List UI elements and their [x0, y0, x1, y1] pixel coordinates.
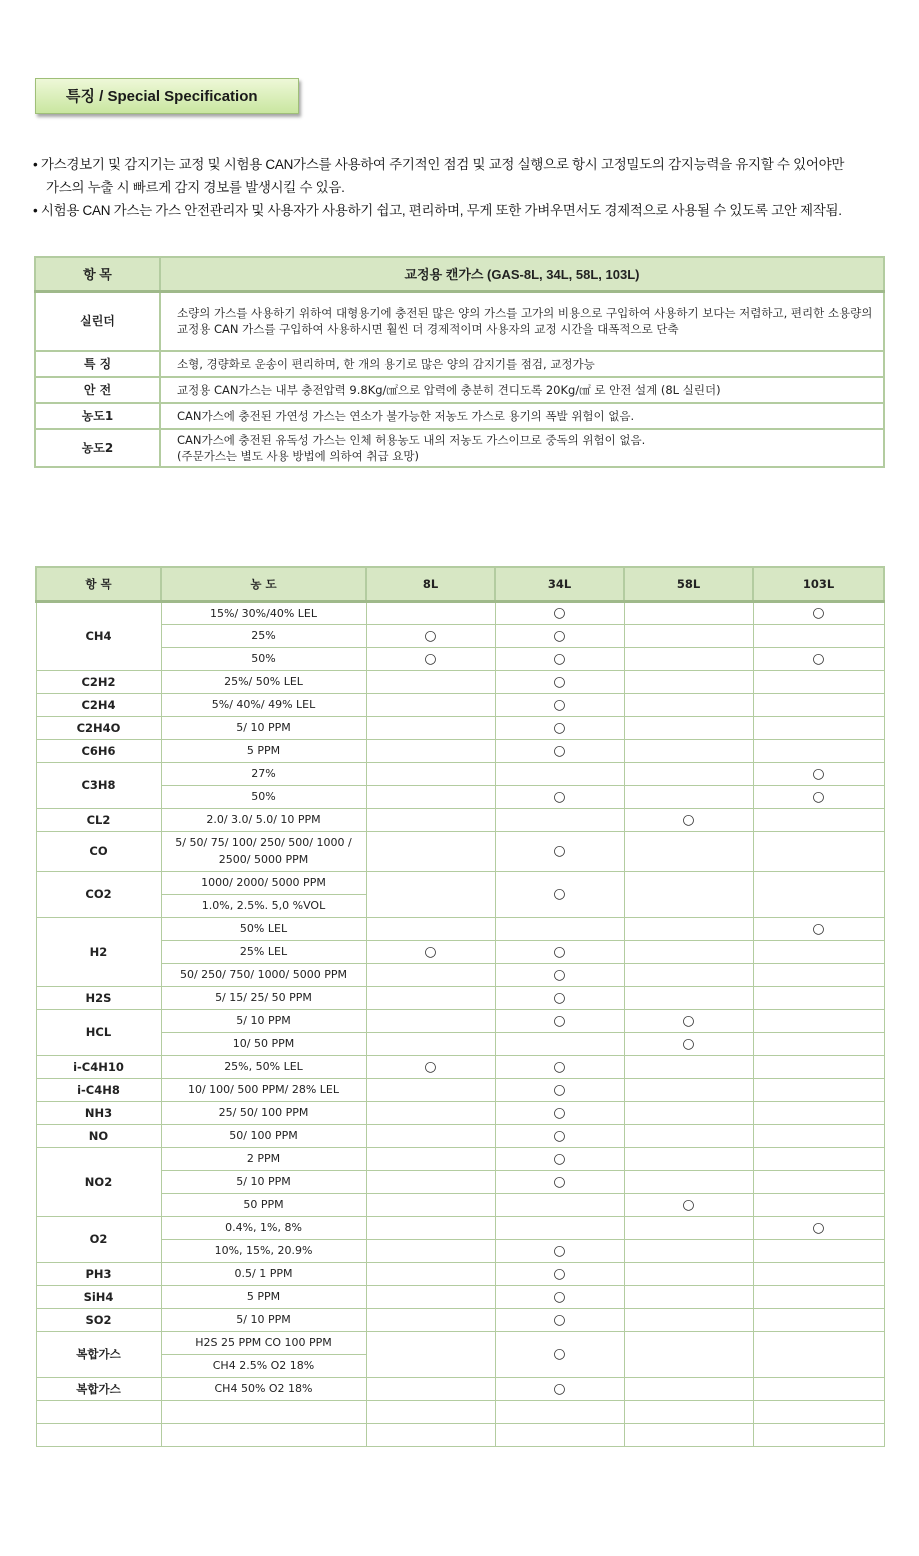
- gas-name: C6H6: [36, 739, 161, 762]
- concentration: 10/ 50 PPM: [161, 1032, 366, 1055]
- concentration: 0.4%, 1%, 8%: [161, 1216, 366, 1239]
- cell-58l: [624, 1055, 753, 1078]
- check-mark: ○: [495, 693, 624, 716]
- cell-58l: [624, 647, 753, 670]
- table-row: [36, 831, 884, 871]
- table-row: [36, 647, 884, 670]
- check-mark: ○: [753, 917, 884, 940]
- concentration: 25/ 50/ 100 PPM: [161, 1101, 366, 1124]
- table-row: [36, 1216, 884, 1239]
- cell-103l: [753, 1262, 884, 1285]
- spec-text-line: CAN가스에 충전된 유독성 가스는 인체 허용농도 내의 저농도 가스이므로 중독의 위험이 없음.: [177, 433, 646, 447]
- cell-58l: [624, 1262, 753, 1285]
- table-row: [36, 1009, 884, 1032]
- check-mark: ○: [495, 1147, 624, 1170]
- empty-row: [36, 1423, 884, 1446]
- check-mark: ○: [495, 1331, 624, 1377]
- header-8l: 8L: [366, 567, 495, 601]
- concentration: 5/ 10 PPM: [161, 1170, 366, 1193]
- cell-58l: [624, 831, 753, 871]
- cell-103l: [753, 831, 884, 871]
- spec-text: [160, 429, 884, 467]
- cell-103l: [753, 1078, 884, 1101]
- table-row: [36, 670, 884, 693]
- table-row: [36, 808, 884, 831]
- concentration: 50/ 100 PPM: [161, 1124, 366, 1147]
- concentration: 5/ 10 PPM: [161, 716, 366, 739]
- cell-8l: [366, 831, 495, 871]
- check-mark: ○: [753, 785, 884, 808]
- cell-8l: [366, 670, 495, 693]
- cell-58l: [624, 963, 753, 986]
- cell-8l: [366, 1170, 495, 1193]
- cell-8l: [366, 1124, 495, 1147]
- table-row: [36, 1147, 884, 1170]
- table-row: [36, 1239, 884, 1262]
- gas-name: i-C4H8: [36, 1078, 161, 1101]
- gas-name: PH3: [36, 1262, 161, 1285]
- concentration: 2 PPM: [161, 1147, 366, 1170]
- cell-103l: [753, 1147, 884, 1170]
- cell-8l: [366, 986, 495, 1009]
- cell-34l: [495, 1032, 624, 1055]
- spec-text: CAN가스에 충전된 가연성 가스는 연소가 불가능한 저농도 가스로 용기의 폭발 위험이 없음.: [160, 403, 884, 429]
- gas-name: CH4: [36, 601, 161, 670]
- table-row: [36, 693, 884, 716]
- check-mark: ○: [495, 986, 624, 1009]
- cell-103l: [753, 871, 884, 917]
- gas-name: HCL: [36, 1009, 161, 1055]
- gas-name: C2H4O: [36, 716, 161, 739]
- cell-103l: [753, 1377, 884, 1400]
- cell-58l: [624, 1377, 753, 1400]
- check-mark: ○: [495, 1009, 624, 1032]
- cell-8l: [366, 716, 495, 739]
- cell-103l: [753, 716, 884, 739]
- concentration: 15%/ 30%/40% LEL: [161, 601, 366, 624]
- spec-row-feature: [35, 351, 884, 377]
- gas-name: NO: [36, 1124, 161, 1147]
- check-mark: ○: [495, 601, 624, 624]
- cell-8l: [366, 808, 495, 831]
- cell-103l: [753, 693, 884, 716]
- table-row: [36, 785, 884, 808]
- gas-name: SiH4: [36, 1285, 161, 1308]
- concentration: 1000/ 2000/ 5000 PPM: [161, 871, 366, 894]
- table-row: [36, 963, 884, 986]
- empty-cell: [495, 1400, 624, 1423]
- concentration: 25%: [161, 624, 366, 647]
- cell-8l: [366, 601, 495, 624]
- gas-name: H2S: [36, 986, 161, 1009]
- cell-103l: [753, 1032, 884, 1055]
- cell-103l: [753, 1239, 884, 1262]
- concentration-line: 5/ 50/ 75/ 100/ 250/ 500/ 1000 /: [175, 836, 352, 849]
- table-row: [36, 1285, 884, 1308]
- check-mark: ○: [624, 1032, 753, 1055]
- cell-58l: [624, 716, 753, 739]
- cell-58l: [624, 1101, 753, 1124]
- spec-text: 교정용 CAN가스는 내부 충전압력 9.8Kg/㎠으로 압력에 충분히 견디도록 20Kg/㎠ 로 안전 설계 (8L 실린더): [160, 377, 884, 403]
- check-mark: ○: [495, 1124, 624, 1147]
- spec-header-item: 항 목: [35, 257, 160, 291]
- cell-58l: [624, 871, 753, 917]
- concentration: 50%: [161, 647, 366, 670]
- check-mark: ○: [753, 601, 884, 624]
- concentration: 5 PPM: [161, 1285, 366, 1308]
- gas-name: NH3: [36, 1101, 161, 1124]
- table-row: [36, 762, 884, 785]
- table-row: [36, 1377, 884, 1400]
- cell-58l: [624, 1170, 753, 1193]
- empty-row: [36, 1400, 884, 1423]
- cell-58l: [624, 986, 753, 1009]
- cell-34l: [495, 917, 624, 940]
- cell-58l: [624, 739, 753, 762]
- table-row: [36, 1078, 884, 1101]
- gas-name: SO2: [36, 1308, 161, 1331]
- spec-row-conc1: [35, 403, 884, 429]
- header-item: 항 목: [36, 567, 161, 601]
- cell-103l: [753, 670, 884, 693]
- intro-text: [33, 153, 903, 222]
- table-row: [36, 1193, 884, 1216]
- table-row: [36, 1331, 884, 1354]
- cell-58l: [624, 1331, 753, 1377]
- cell-58l: [624, 1308, 753, 1331]
- concentration: 2.0/ 3.0/ 5.0/ 10 PPM: [161, 808, 366, 831]
- table-row: [36, 601, 884, 624]
- check-mark: ○: [624, 808, 753, 831]
- cell-103l: [753, 963, 884, 986]
- cell-58l: [624, 1147, 753, 1170]
- cell-8l: [366, 739, 495, 762]
- table-row: [36, 986, 884, 1009]
- check-mark: ○: [495, 963, 624, 986]
- cell-8l: [366, 1101, 495, 1124]
- check-mark: ○: [495, 1239, 624, 1262]
- concentration: 25%, 50% LEL: [161, 1055, 366, 1078]
- concentration: 5/ 10 PPM: [161, 1308, 366, 1331]
- cell-58l: [624, 693, 753, 716]
- gas-name: O2: [36, 1216, 161, 1262]
- concentration: 5/ 15/ 25/ 50 PPM: [161, 986, 366, 1009]
- empty-cell: [36, 1423, 161, 1446]
- gas-name: CL2: [36, 808, 161, 831]
- concentration: 25% LEL: [161, 940, 366, 963]
- cell-8l: [366, 762, 495, 785]
- check-mark: ○: [495, 1170, 624, 1193]
- concentration: [161, 831, 366, 871]
- cell-58l: [624, 624, 753, 647]
- check-mark: ○: [495, 647, 624, 670]
- empty-cell: [161, 1423, 366, 1446]
- gas-name: C3H8: [36, 762, 161, 808]
- cell-103l: [753, 1308, 884, 1331]
- cell-103l: [753, 986, 884, 1009]
- check-mark: ○: [753, 762, 884, 785]
- cell-8l: [366, 1078, 495, 1101]
- cell-8l: [366, 1239, 495, 1262]
- concentration-line: 2500/ 5000 PPM: [218, 853, 309, 866]
- check-mark: ○: [366, 940, 495, 963]
- check-mark: ○: [495, 1308, 624, 1331]
- cell-58l: [624, 601, 753, 624]
- cell-8l: [366, 917, 495, 940]
- check-mark: ○: [495, 785, 624, 808]
- spec-label: 안 전: [35, 377, 160, 403]
- check-mark: ○: [495, 871, 624, 917]
- table-row: [36, 1170, 884, 1193]
- concentration: 50% LEL: [161, 917, 366, 940]
- intro-line-3: • 시험용 CAN 가스는 가스 안전관리자 및 사용자가 사용하기 쉽고, 편리하며, 무게 또한 가벼우면서도 경제적으로 사용될 수 있도록 고안 제작됨.: [33, 203, 842, 218]
- empty-cell: [366, 1400, 495, 1423]
- check-mark: ○: [495, 1078, 624, 1101]
- gas-name: NO2: [36, 1147, 161, 1216]
- check-mark: ○: [495, 1101, 624, 1124]
- cell-8l: [366, 1032, 495, 1055]
- empty-cell: [624, 1423, 753, 1446]
- cell-34l: [495, 1216, 624, 1239]
- table-row: [36, 624, 884, 647]
- concentration: 50 PPM: [161, 1193, 366, 1216]
- concentration: 1.0%, 2.5%. 5,0 %VOL: [161, 894, 366, 917]
- cell-8l: [366, 1193, 495, 1216]
- gas-name: C2H4: [36, 693, 161, 716]
- empty-cell: [366, 1423, 495, 1446]
- spec-label: 농도2: [35, 429, 160, 467]
- gas-name: CO: [36, 831, 161, 871]
- empty-cell: [753, 1423, 884, 1446]
- cell-103l: [753, 1009, 884, 1032]
- cell-8l: [366, 1147, 495, 1170]
- cell-103l: [753, 1170, 884, 1193]
- cell-58l: [624, 1239, 753, 1262]
- spec-text: 소형, 경량화로 운송이 편리하며, 한 개의 용기로 많은 양의 감지기를 점검, 교정가능: [160, 351, 884, 377]
- cell-8l: [366, 871, 495, 917]
- concentration: 0.5/ 1 PPM: [161, 1262, 366, 1285]
- concentration: 50%: [161, 785, 366, 808]
- header-concentration: 농 도: [161, 567, 366, 601]
- spec-header-row: [35, 257, 884, 291]
- cell-103l: [753, 739, 884, 762]
- gas-name: i-C4H10: [36, 1055, 161, 1078]
- cell-58l: [624, 1124, 753, 1147]
- check-mark: ○: [366, 1055, 495, 1078]
- concentration: CH4 2.5% O2 18%: [161, 1354, 366, 1377]
- cell-34l: [495, 808, 624, 831]
- table-row: [36, 1101, 884, 1124]
- empty-cell: [495, 1423, 624, 1446]
- section-title: 특징 / Special Specification: [35, 78, 299, 114]
- cell-8l: [366, 1285, 495, 1308]
- empty-cell: [753, 1400, 884, 1423]
- cell-103l: [753, 1101, 884, 1124]
- cell-103l: [753, 624, 884, 647]
- cell-58l: [624, 917, 753, 940]
- cell-58l: [624, 670, 753, 693]
- gas-name: CO2: [36, 871, 161, 917]
- cell-58l: [624, 762, 753, 785]
- concentration: 10/ 100/ 500 PPM/ 28% LEL: [161, 1078, 366, 1101]
- cell-58l: [624, 1216, 753, 1239]
- table-row: [36, 871, 884, 894]
- cell-103l: [753, 1285, 884, 1308]
- empty-cell: [161, 1400, 366, 1423]
- check-mark: ○: [753, 647, 884, 670]
- empty-cell: [624, 1400, 753, 1423]
- gas-name: 복합가스: [36, 1377, 161, 1400]
- cell-103l: [753, 1124, 884, 1147]
- check-mark: ○: [495, 831, 624, 871]
- cell-103l: [753, 940, 884, 963]
- check-mark: ○: [495, 1377, 624, 1400]
- gas-name: C2H2: [36, 670, 161, 693]
- table-row: [36, 1032, 884, 1055]
- check-mark: ○: [366, 647, 495, 670]
- concentration: 5/ 10 PPM: [161, 1009, 366, 1032]
- spec-row-conc2: [35, 429, 884, 467]
- concentration: 5 PPM: [161, 739, 366, 762]
- cell-103l: [753, 1055, 884, 1078]
- table-row: [36, 716, 884, 739]
- table-row: [36, 917, 884, 940]
- spec-row-cylinder: [35, 291, 884, 351]
- table-row: [36, 1055, 884, 1078]
- table-row: [36, 739, 884, 762]
- spec-text: 소량의 가스를 사용하기 위하여 대형용기에 충전된 많은 양의 가스를 고가의 비용으로 구입하여 사용하기 보다는 저렴하고, 편리한 소용량의 교정용 CAN 가스를 구입하여 사용하시면 훨씬 더 경제적이며 사용자의 교정 시간을 대폭적으로 단축: [160, 291, 884, 351]
- spec-label: 실린더: [35, 291, 160, 351]
- check-mark: ○: [495, 624, 624, 647]
- table-row: [36, 1124, 884, 1147]
- spec-row-safety: [35, 377, 884, 403]
- cell-8l: [366, 693, 495, 716]
- cell-58l: [624, 1078, 753, 1101]
- gas-name: H2: [36, 917, 161, 986]
- concentration: H2S 25 PPM CO 100 PPM: [161, 1331, 366, 1354]
- spec-label: 특 징: [35, 351, 160, 377]
- cell-58l: [624, 785, 753, 808]
- cell-58l: [624, 1285, 753, 1308]
- cell-8l: [366, 1216, 495, 1239]
- cell-8l: [366, 1377, 495, 1400]
- cell-34l: [495, 1193, 624, 1216]
- cell-8l: [366, 785, 495, 808]
- header-34l: 34L: [495, 567, 624, 601]
- spec-text-line: (주문가스는 별도 사용 방법에 의하여 취급 요망): [177, 449, 419, 463]
- check-mark: ○: [495, 739, 624, 762]
- check-mark: ○: [495, 670, 624, 693]
- cell-8l: [366, 1262, 495, 1285]
- check-mark: ○: [624, 1009, 753, 1032]
- header-103l: 103L: [753, 567, 884, 601]
- cell-103l: [753, 1193, 884, 1216]
- gas-name: 복합가스: [36, 1331, 161, 1377]
- cell-34l: [495, 762, 624, 785]
- concentration: CH4 50% O2 18%: [161, 1377, 366, 1400]
- cell-58l: [624, 940, 753, 963]
- concentration: 27%: [161, 762, 366, 785]
- check-mark: ○: [495, 1262, 624, 1285]
- cell-103l: [753, 808, 884, 831]
- intro-line-1: • 가스경보기 및 감지기는 교정 및 시험용 CAN가스를 사용하여 주기적인 점검 및 교정 실행으로 항시 고정밀도의 감지능력을 유지할 수 있어야만: [33, 157, 845, 172]
- intro-line-2: 가스의 누출 시 빠르게 감지 경보를 발생시킬 수 있음.: [46, 180, 345, 195]
- check-mark: ○: [753, 1216, 884, 1239]
- spec-label: 농도1: [35, 403, 160, 429]
- check-mark: ○: [624, 1193, 753, 1216]
- table-row: [36, 940, 884, 963]
- concentration: 25%/ 50% LEL: [161, 670, 366, 693]
- concentration: 50/ 250/ 750/ 1000/ 5000 PPM: [161, 963, 366, 986]
- cell-8l: [366, 1308, 495, 1331]
- spec-header-desc: 교정용 캔가스 (GAS-8L, 34L, 58L, 103L): [160, 257, 884, 291]
- table-row: [36, 1308, 884, 1331]
- spec-table: [34, 256, 885, 468]
- concentration: 5%/ 40%/ 49% LEL: [161, 693, 366, 716]
- empty-cell: [36, 1400, 161, 1423]
- check-mark: ○: [495, 716, 624, 739]
- cell-8l: [366, 1331, 495, 1377]
- concentration: 10%, 15%, 20.9%: [161, 1239, 366, 1262]
- cell-8l: [366, 963, 495, 986]
- check-mark: ○: [495, 1285, 624, 1308]
- gas-header-row: [36, 567, 884, 601]
- cell-103l: [753, 1331, 884, 1377]
- table-row: [36, 1262, 884, 1285]
- header-58l: 58L: [624, 567, 753, 601]
- check-mark: ○: [495, 940, 624, 963]
- check-mark: ○: [495, 1055, 624, 1078]
- cell-8l: [366, 1009, 495, 1032]
- gas-table: [35, 566, 885, 1447]
- check-mark: ○: [366, 624, 495, 647]
